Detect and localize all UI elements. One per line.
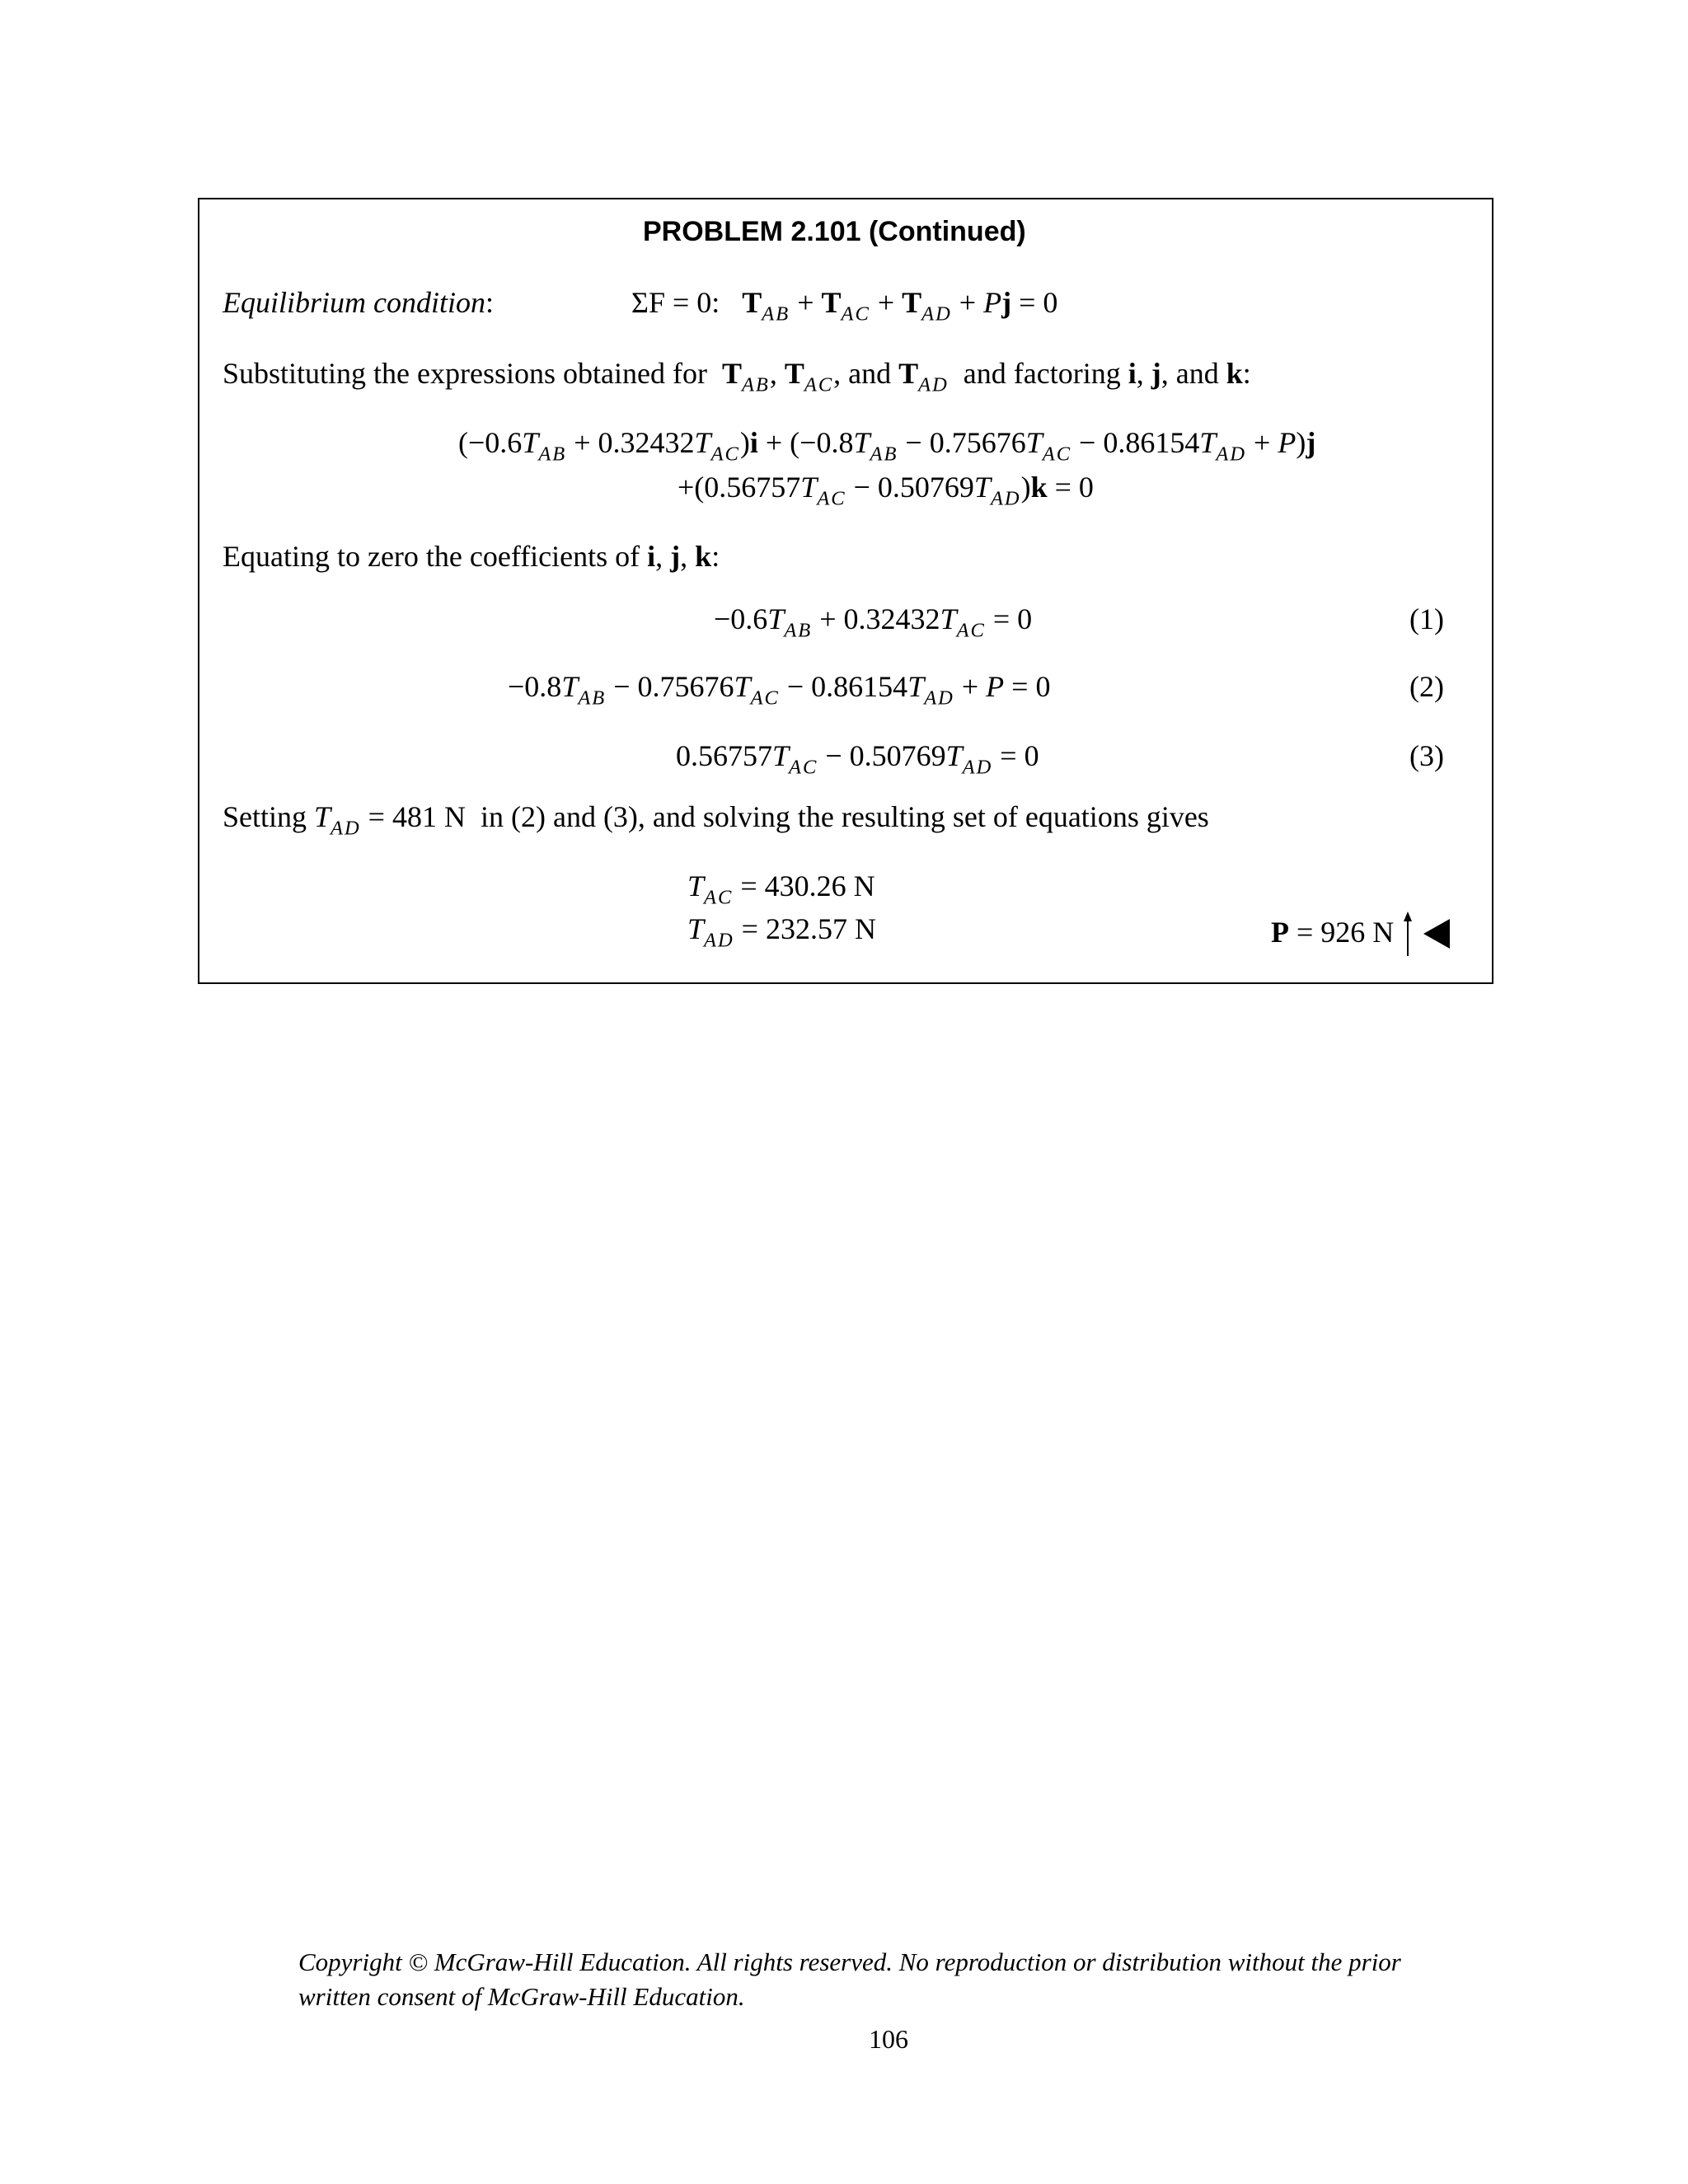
up-arrow-icon (1401, 912, 1414, 958)
expanded-equation-line2: $+(0.56757T_{AC} - 0.50769T_{AD})k = 0$ (678, 471, 1094, 510)
equation-2: $-0.8T_{AB} - 0.75676T_{AC} - 0.86154T_{AD} + P = 0$ (508, 670, 1051, 710)
problem-title: PROBLEM 2.101 (Continued) (643, 216, 1026, 247)
result-p: P = 926 N (1271, 912, 1451, 958)
equating-line: Equating to zero the coefficients of i, j, k: (223, 540, 720, 573)
equation-3-number: (3) (1409, 739, 1444, 772)
result-tac: $T_{AC} = 430.26$ N (687, 869, 875, 909)
sum-force: ΣF = 0: (631, 286, 720, 319)
copyright-notice: Copyright © McGraw-Hill Education. All rights reserved. No reproduction or distribution without the prior written consent of McGraw-Hill Education. (298, 1947, 1401, 2011)
equation-2-number: (2) (1409, 670, 1444, 703)
substituting-line: Substituting the expressions obtained for $T_{AB}$, $T_{AC}$, and $T_{AD}$ and factoring i, j, and k: (223, 357, 1251, 396)
equilibrium-equation: ΣF = 0: $T_{AB} + T_{AC} + T_{AD} + Pj = 0$ (631, 286, 1058, 326)
equilibrium-label: Equilibrium condition: (223, 286, 495, 319)
setting-line: Setting $T_{AD} = 481$ N in (2) and (3), and solving the resulting set of equations gives (223, 800, 1209, 840)
equation-1-number: (1) (1409, 602, 1444, 635)
answer-marker-icon (1422, 917, 1451, 953)
equation-1: $-0.6T_{AB} + 0.32432T_{AC} = 0$ (714, 602, 1033, 642)
page-number: 106 (869, 2024, 908, 2054)
equation-3: $0.56757T_{AC} - 0.50769T_{AD} = 0$ (676, 739, 1039, 779)
expanded-equation-line1: $(-0.6T_{AB} + 0.32432T_{AC})i + (-0.8T_{AB} - 0.75676T_{AC} - 0.86154T_{AD} + P)j$ (458, 426, 1316, 466)
result-tad: $T_{AD} = 232.57$ N (687, 912, 876, 952)
